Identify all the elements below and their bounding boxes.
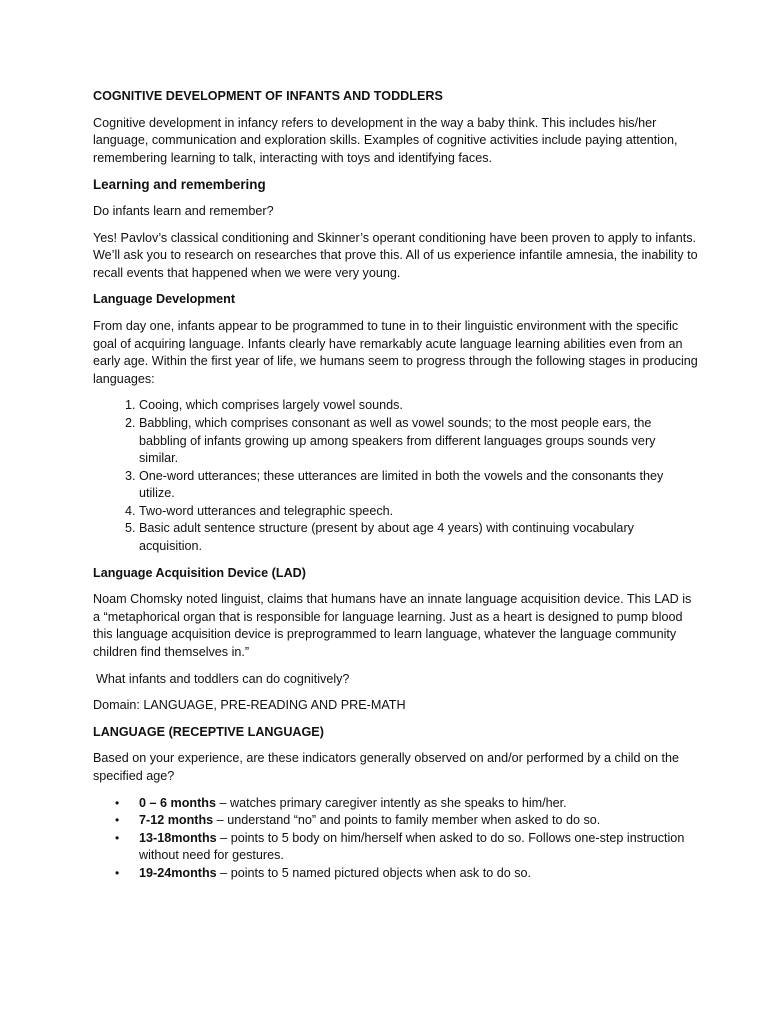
list-item: 1. Cooing, which comprises largely vowel sounds. (139, 397, 698, 415)
bullet-icon: • (115, 813, 120, 828)
learning-question: Do infants learn and remember? (93, 203, 274, 218)
receptive-language-heading: LANGUAGE (RECEPTIVE LANGUAGE) (93, 724, 324, 739)
learning-heading: Learning and remembering (93, 177, 266, 193)
lad-paragraph: Noam Chomsky noted linguist, claims that humans have an innate language acquisition device. This LAD is a “metaphorical organ that is responsible for language learning. Just as a heart is designed to pump blood this language acquisition device is preprogrammed to learn language, whatever the language community children find themselves in.” (93, 592, 692, 660)
lad-heading: Language Acquisition Device (LAD) (93, 565, 306, 580)
list-item (115, 865, 698, 883)
list-item (115, 830, 698, 865)
list-item: 5. Basic adult sentence structure (present by about age 4 years) with continuing vocabulary acquisition. (139, 520, 698, 555)
bullet-icon: • (115, 795, 120, 810)
language-stages-list (93, 397, 698, 555)
age-indicators-list (93, 795, 698, 883)
learning-answer-paragraph: Yes! Pavlov’s classical conditioning and Skinner’s operant conditioning have been proven to apply to infants. We’ll ask you to research on researches that prove this. All of us experience infantile amnesia, the inability to recall events that happened when we were very young. (93, 230, 698, 280)
experience-question: Based on your experience, are these indicators generally observed on and/or performed by a child on the specified age? (93, 751, 679, 783)
list-item: 3. One-word utterances; these utterances are limited in both the vowels and the consonants they utilize. (139, 468, 698, 503)
document-title: COGNITIVE DEVELOPMENT OF INFANTS AND TODDLERS (93, 89, 443, 103)
list-item: 4. Two-word utterances and telegraphic speech. (139, 503, 698, 521)
list-item (115, 795, 698, 813)
language-development-heading: Language Development (93, 292, 236, 307)
bullet-icon: • (115, 865, 120, 880)
cognitive-question: What infants and toddlers can do cognitively? (96, 671, 350, 686)
indicator-text: – watches primary caregiver intently as she speaks to him/her. (215, 795, 567, 810)
age-label: 0 – 6 months (139, 795, 216, 810)
indicator-text: – understand “no” and points to family member when asked to do so. (213, 813, 601, 828)
age-label: 7-12 months (139, 813, 214, 828)
age-label: 13-18months (139, 830, 217, 845)
list-item (115, 812, 698, 830)
domain-line: Domain: LANGUAGE, PRE-READING AND PRE-MATH (93, 698, 406, 713)
bullet-icon: • (115, 830, 120, 845)
list-item: 2. Babbling, which comprises consonant as well as vowel sounds; to the most people ears, the babbling of infants growing up among speakers from different languages groups sounds very similar. (139, 415, 698, 468)
indicator-text: – points to 5 body on him/herself when asked to do so. Follows one-step instruction without need for gestures. (139, 830, 685, 863)
intro-paragraph: Cognitive development in infancy refers to development in the way a baby think. This includes his/her language, communication and exploration skills. Examples of cognitive activities include paying attention, remembering learning to talk, interacting with toys and identifying faces. (93, 115, 678, 165)
language-development-paragraph: From day one, infants appear to be programmed to tune in to their linguistic environment with the specific goal of acquiring language. Infants clearly have remarkably acute language learning abilities even from an early age. Within the first year of life, we humans seem to progress through the following stages in producing languages: (93, 318, 698, 386)
indicator-text: – points to 5 named pictured objects when ask to do so. (216, 865, 532, 880)
age-label: 19-24months (139, 865, 217, 880)
